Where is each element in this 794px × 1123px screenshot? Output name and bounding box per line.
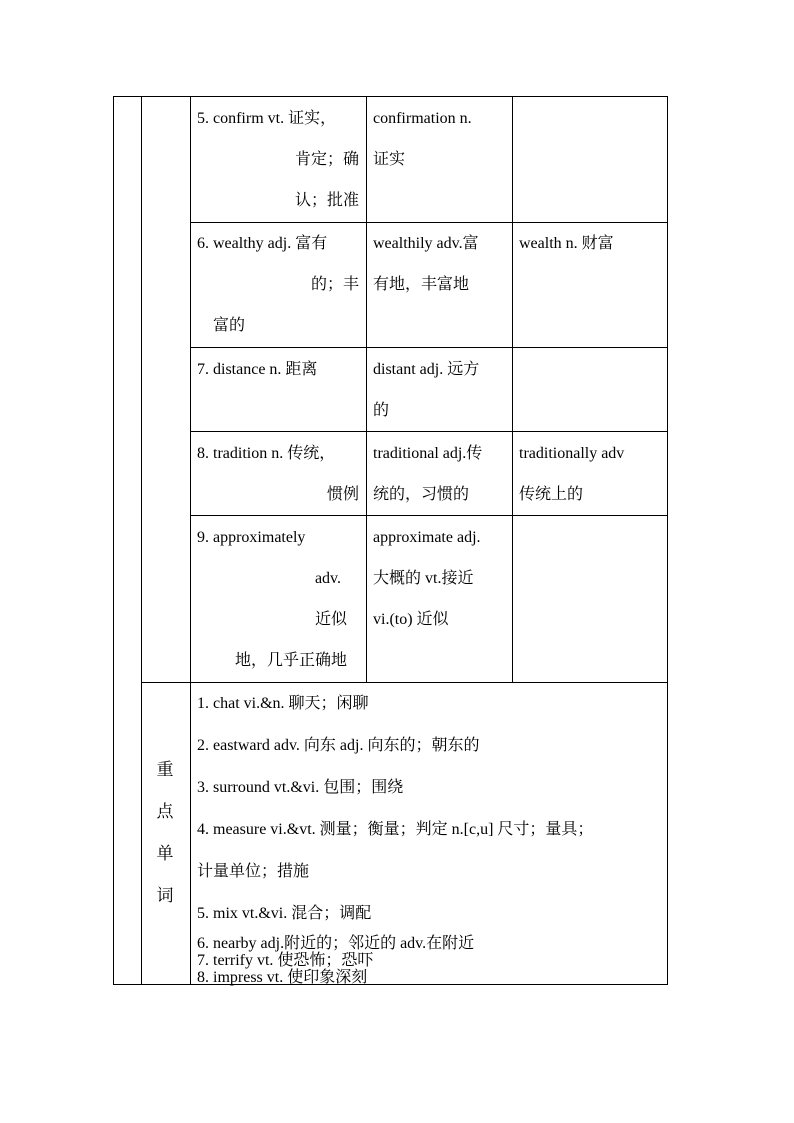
list-item: 8. impress vt. 使印象深刻 bbox=[197, 969, 368, 986]
row-divider bbox=[190, 347, 668, 348]
word-line: 惯例 bbox=[326, 486, 359, 503]
table-right-border bbox=[667, 96, 668, 985]
derivative-line: distant adj. 远方 bbox=[373, 361, 480, 378]
key-words-list bbox=[197, 683, 667, 986]
derivative-line: approximate adj. bbox=[373, 529, 481, 546]
word-line: 7. distance n. 距离 bbox=[197, 361, 318, 378]
word-line: adv. bbox=[314, 570, 341, 587]
word-cell bbox=[197, 223, 359, 346]
word-line: 富的 bbox=[213, 317, 246, 334]
word-line: 5. confirm vt. 证实， bbox=[197, 110, 337, 127]
derivative-cell bbox=[373, 349, 509, 431]
word-line: 近似 bbox=[314, 611, 347, 628]
section-label-char: 点 bbox=[156, 802, 174, 821]
word-line: 6. wealthy adj. 富有 bbox=[197, 235, 328, 252]
section-label-char: 词 bbox=[156, 886, 174, 905]
word-cell bbox=[197, 349, 359, 390]
word-cell bbox=[197, 517, 347, 681]
derivative-line: wealthily adv.富 bbox=[373, 235, 479, 252]
word-line: 地，几乎正确地 bbox=[234, 652, 347, 669]
table-left-border bbox=[113, 96, 114, 985]
list-item: 1. chat vi.&n. 聊天；闲聊 bbox=[197, 695, 369, 712]
column-divider bbox=[512, 96, 513, 683]
column-divider bbox=[366, 96, 367, 683]
derivative-cell bbox=[373, 223, 509, 305]
list-item: 3. surround vt.&vi. 包围；围绕 bbox=[197, 779, 404, 796]
list-item: 5. mix vt.&vi. 混合；调配 bbox=[197, 905, 372, 922]
derivative-cell bbox=[373, 517, 509, 640]
list-item: 计量单位；措施 bbox=[197, 863, 310, 880]
column-divider bbox=[190, 96, 191, 985]
related-line: wealth n. 财富 bbox=[519, 235, 614, 252]
derivative-line: 的 bbox=[373, 402, 390, 419]
list-item: 7. terrify vt. 使恐怖；恐吓 bbox=[197, 952, 374, 969]
derivative-line: 大概的 vt.接近 bbox=[373, 570, 474, 587]
row-divider bbox=[190, 515, 668, 516]
list-item: 6. nearby adj.附近的；邻近的 adv.在附近 bbox=[197, 935, 475, 952]
derivative-line: confirmation n. bbox=[373, 110, 472, 127]
word-line: 9. approximately bbox=[197, 529, 306, 546]
derivative-line: 统的，习惯的 bbox=[373, 486, 470, 503]
derivative-line: vi.(to) 近似 bbox=[373, 611, 449, 628]
word-line: 肯定；确 bbox=[294, 151, 359, 168]
section-label bbox=[140, 749, 190, 917]
word-line: 认；批准 bbox=[294, 192, 359, 209]
list-item: 4. measure vi.&vt. 测量；衡量；判定 n.[c,u] 尺寸；量具； bbox=[197, 821, 594, 838]
related-line: 传统上的 bbox=[519, 486, 584, 503]
section-label-char: 单 bbox=[156, 844, 174, 863]
related-line: traditionally adv bbox=[519, 445, 625, 462]
word-cell bbox=[197, 433, 359, 515]
word-line: 的；丰 bbox=[310, 276, 359, 293]
word-line: 8. tradition n. 传统， bbox=[197, 445, 336, 462]
related-cell bbox=[519, 433, 664, 515]
section-label-char: 重 bbox=[156, 760, 174, 779]
derivative-line: traditional adj.传 bbox=[373, 445, 483, 462]
related-cell bbox=[519, 223, 664, 264]
derivative-cell bbox=[373, 98, 509, 180]
derivative-line: 证实 bbox=[373, 151, 406, 168]
row-divider bbox=[190, 431, 668, 432]
derivative-cell bbox=[373, 433, 509, 515]
word-cell bbox=[197, 98, 359, 221]
table-top-border bbox=[113, 96, 668, 97]
derivative-line: 有地，丰富地 bbox=[373, 276, 470, 293]
list-item: 2. eastward adv. 向东 adj. 向东的；朝东的 bbox=[197, 737, 480, 754]
